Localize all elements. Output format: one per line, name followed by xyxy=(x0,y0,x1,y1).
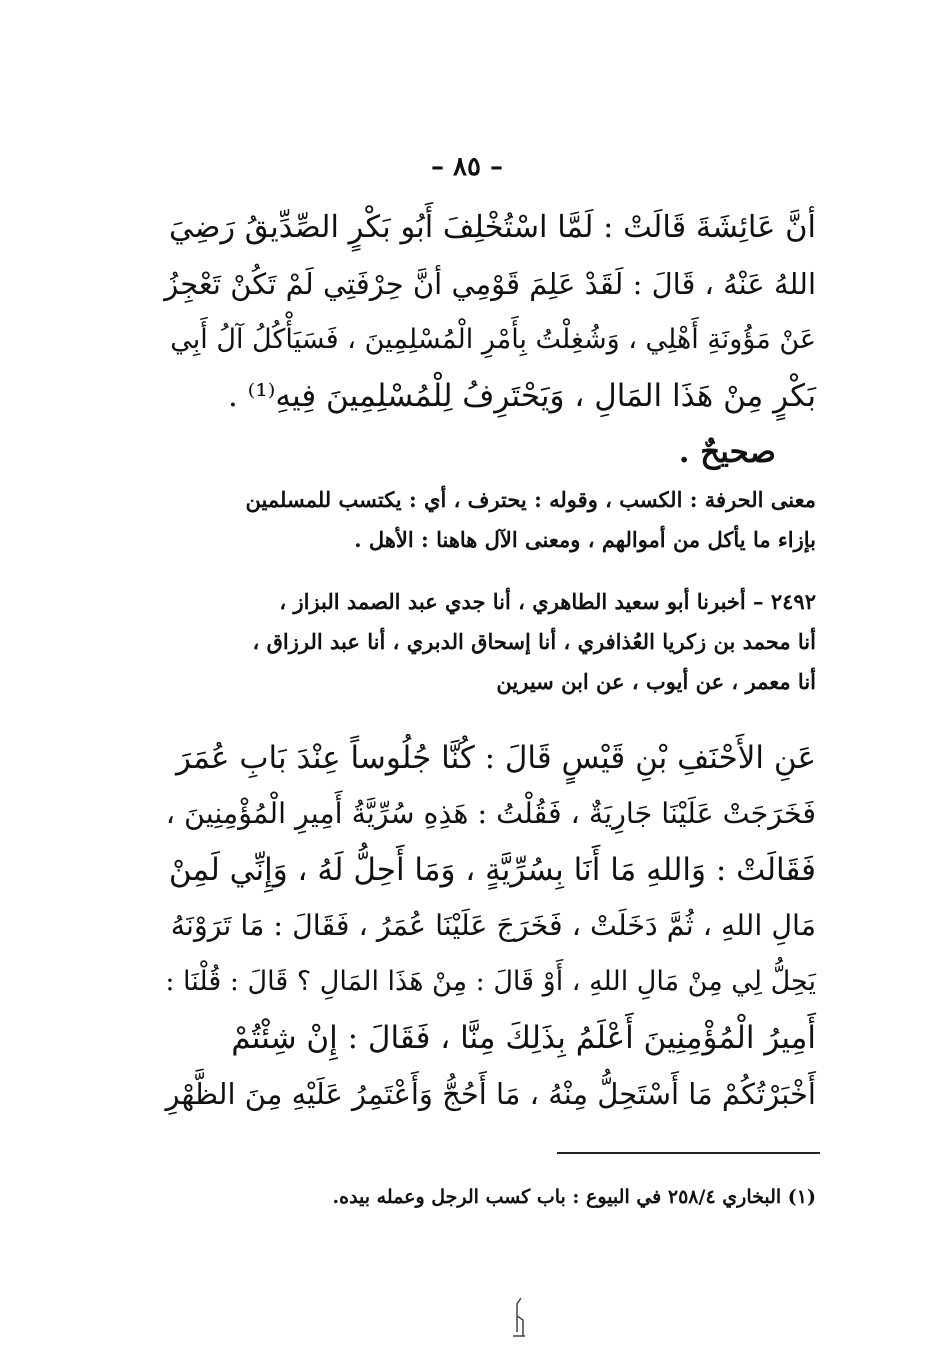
page-mark-icon xyxy=(509,1296,529,1340)
text-line: اللهُ عَنْهُ ، قَالَ : لَقَدْ عَلِمَ قَوْمِي أنَّ حِرْفَتِي لَمْ تَكُنْ تَعْجِزُ xyxy=(164,267,816,301)
note-line: بإزاء ما يأكل من أموالهم ، ومعنى الآل هاهنا : الأهل . xyxy=(354,527,816,552)
commentary-note xyxy=(160,480,816,560)
text-line: فَقَالَتْ : وَاللهِ مَا أَنَا بِسُرِّيَّةٍ ، وَمَا أَحِلُّ لَهُ ، وَإِنِّي لَمِنْ xyxy=(168,852,816,888)
text-line: أَمِيرُ الْمُؤْمِنِينَ أَعْلَمُ بِذَلِكَ مِنَّا ، فَقَالَ : إِنْ شِئْتُمْ xyxy=(231,1020,816,1056)
text-line: بَكْرٍ مِنْ هَذَا المَالِ ، وَيَحْتَرِفُ لِلْمُسْلِمِينَ فِيهِ⁽¹⁾ . xyxy=(227,378,816,414)
isnad-line: أنا محمد بن زكريا العُذافري ، أنا إسحاق الدبري ، أنا عبد الرزاق ، xyxy=(252,629,816,654)
hadith-grade: صحيحٌ . xyxy=(678,434,776,470)
text-line: يَحِلُّ لِي مِنْ مَالِ اللهِ ، أَوْ قَالَ : مِنْ هَذَا المَالِ ؟ قَالَ : قُلْنَا : xyxy=(165,966,816,997)
text-line: عَنْ مَؤُونَةِ أَهْلِي ، وَشُغِلْتُ بِأَمْرِ الْمُسْلِمِينَ ، فَسَيَأْكُلُ آلُ أَبِي xyxy=(170,324,816,355)
text-line: عَنِ الأَحْنَفِ بْنِ قَيْسٍ قَالَ : كُنَّا جُلُوساً عِنْدَ بَابِ عُمَرَ xyxy=(175,740,816,776)
page-number: – ٨٥ – xyxy=(430,152,504,182)
text-line: أَخْبَرْتُكُمْ مَا أَسْتَحِلُّ مِنْهُ ، مَا أَحُجُّ وَأَعْتَمِرُ عَلَيْهِ مِنَ الظَّهْرِ xyxy=(165,1077,816,1111)
footnote: (١) البخاري ٢٥٨/٤ في البيوع : باب كسب الرجل وعمله بيده. xyxy=(332,1186,816,1208)
footnote-divider xyxy=(557,1152,820,1154)
isnad-line: أنا معمر ، عن أيوب ، عن ابن سيرين xyxy=(496,669,816,694)
isnad-chain xyxy=(160,582,816,702)
hadith-text-1 xyxy=(160,200,816,480)
text-line: أنَّ عَائِشَةَ قَالَتْ : لَمَّا اسْتُخْلِفَ أَبُو بَكْرٍ الصِّدِّيقُ رَضِيَ xyxy=(169,210,816,245)
hadith-text-2 xyxy=(160,730,816,1122)
text-line: فَخَرَجَتْ عَلَيْنَا جَارِيَةٌ ، فَقُلْتُ : هَذِهِ سُرِّيَّةُ أَمِيرِ الْمُؤْمِنِينَ ، xyxy=(165,797,816,830)
text-line: مَالِ اللهِ ، ثُمَّ دَخَلَتْ ، فَخَرَجَ عَلَيْنَا عُمَرُ ، فَقَالَ : مَا تَرَوْنَهُ xyxy=(170,909,816,942)
isnad-line: ٢٤٩٢ – أخبرنا أبو سعيد الطاهري ، أنا جدي عبد الصمد البزاز ، xyxy=(279,589,816,614)
note-line: معنى الحرفة : الكسب ، وقوله : يحترف ، أي : يكتسب للمسلمين xyxy=(245,487,816,512)
